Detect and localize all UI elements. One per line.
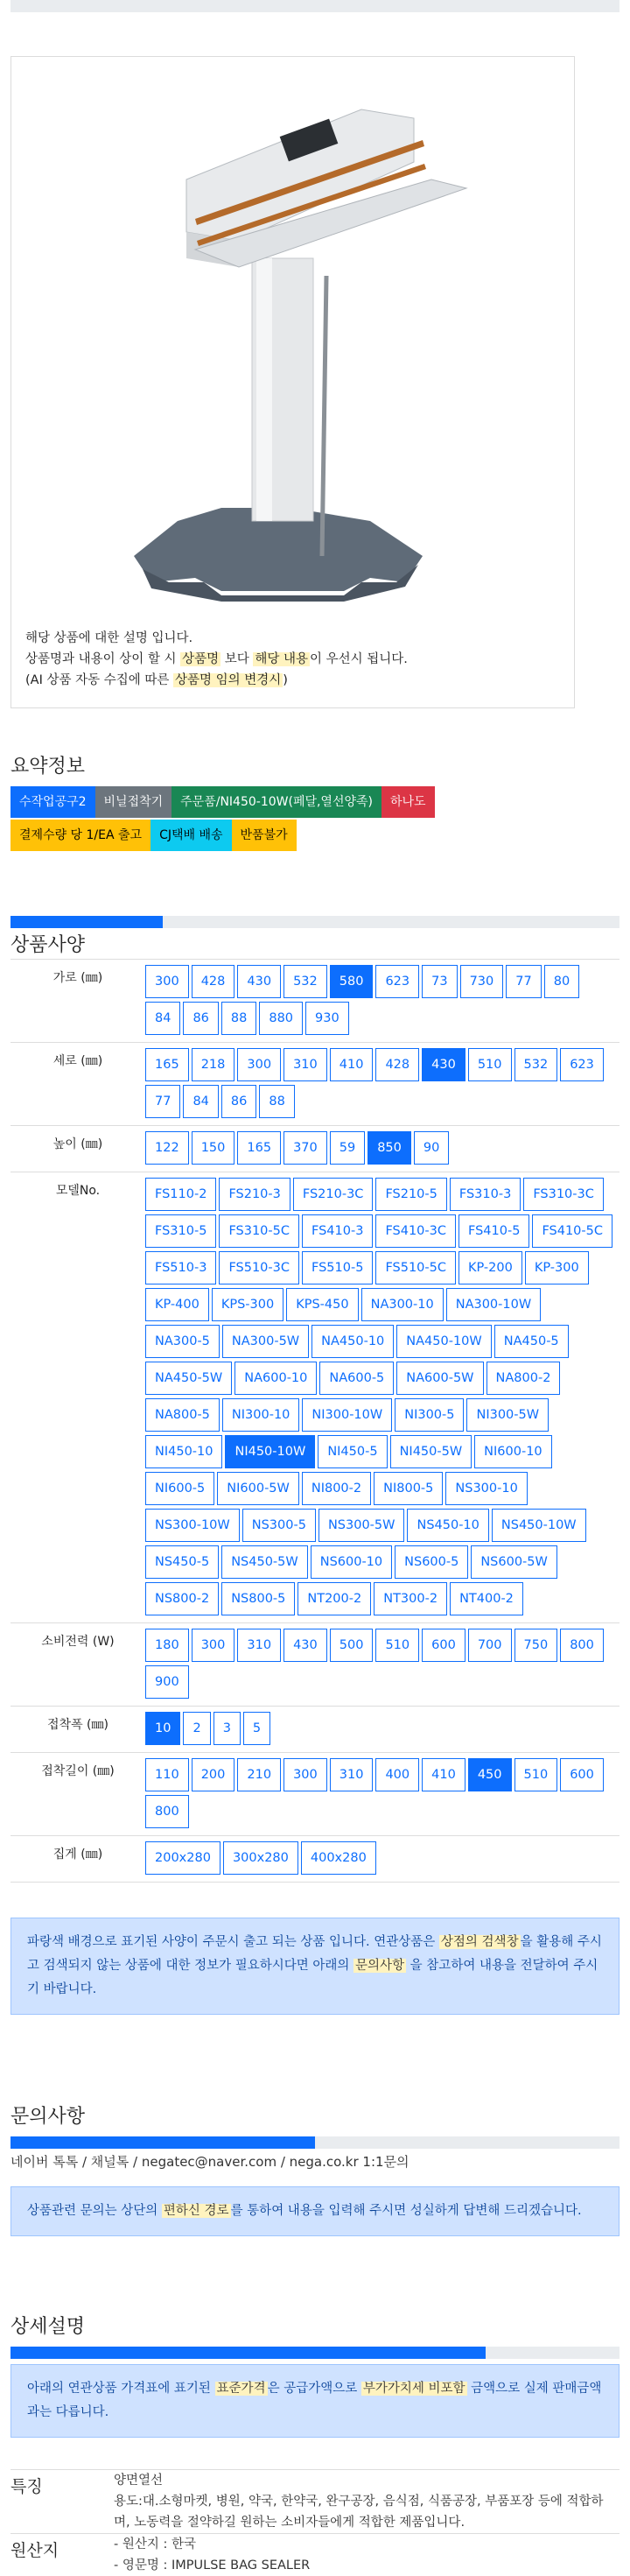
spec-option-button[interactable]: KP-400 bbox=[145, 1288, 209, 1321]
spec-option-button[interactable]: FS210-5 bbox=[375, 1178, 446, 1211]
spec-option-button[interactable]: NA450-10W bbox=[396, 1325, 491, 1358]
specs-progress-bar bbox=[10, 916, 620, 928]
spec-options bbox=[145, 1707, 620, 1752]
summary-tag: 결제수량 당 1/EA 출고 bbox=[10, 820, 150, 851]
spec-row bbox=[10, 1043, 620, 1126]
spec-option-button[interactable]: 400x280 bbox=[301, 1841, 376, 1875]
spec-row bbox=[10, 960, 620, 1043]
spec-option-button[interactable]: NI300-5 bbox=[395, 1398, 464, 1432]
spec-option-button[interactable]: NS800-2 bbox=[145, 1582, 219, 1615]
spec-label: 집게 (㎜) bbox=[52, 1848, 103, 1862]
spec-option-button[interactable]: 300 bbox=[284, 1758, 327, 1791]
spec-option-button[interactable]: 5 bbox=[243, 1712, 270, 1745]
spec-option-button[interactable]: 510 bbox=[468, 1048, 512, 1081]
spec-option-button[interactable]: 430 bbox=[284, 1629, 327, 1662]
description-text: 이 우선시 됩니다. bbox=[310, 652, 408, 666]
spec-option-button[interactable]: 430 bbox=[237, 965, 281, 998]
spec-option-button[interactable]: 428 bbox=[375, 1048, 419, 1081]
spec-option-button[interactable]: 623 bbox=[375, 965, 419, 998]
spec-option-button[interactable]: 150 bbox=[192, 1131, 235, 1165]
spec-option-button[interactable]: FS310-5 bbox=[145, 1214, 216, 1248]
spec-option-button[interactable]: KPS-300 bbox=[212, 1288, 284, 1321]
spec-option-button[interactable]: 930 bbox=[305, 1002, 349, 1035]
spec-option-button[interactable]: FS510-5 bbox=[302, 1251, 373, 1284]
description-text: 상품명과 내용이 상이 할 시 bbox=[25, 652, 181, 666]
spec-options bbox=[145, 1172, 620, 1622]
spec-option-button[interactable]: NA300-5 bbox=[145, 1325, 220, 1358]
highlight-route: 편하신 경로 bbox=[163, 2204, 229, 2218]
spec-option-button[interactable]: NA600-10 bbox=[234, 1362, 317, 1395]
spec-option-button[interactable]: 300 bbox=[192, 1629, 235, 1662]
spec-option-button[interactable]: NI600-10 bbox=[474, 1435, 551, 1468]
detail-title: 상세설명 bbox=[10, 2316, 86, 2338]
spec-option-button[interactable]: 86 bbox=[221, 1085, 256, 1118]
detail-text bbox=[114, 2470, 620, 2533]
spec-option-button[interactable]: 900 bbox=[145, 1665, 189, 1699]
spec-option-button[interactable]: 310 bbox=[330, 1758, 374, 1791]
spec-option-button[interactable]: 750 bbox=[514, 1629, 558, 1662]
spec-option-button[interactable]: 110 bbox=[145, 1758, 189, 1791]
spec-option-button[interactable]: FS410-3 bbox=[302, 1214, 373, 1248]
spec-option-button[interactable]: 86 bbox=[183, 1002, 218, 1035]
spec-option-button[interactable]: FS110-2 bbox=[145, 1178, 216, 1211]
spec-row bbox=[10, 1172, 620, 1623]
spec-option-button[interactable]: FS210-3C bbox=[293, 1178, 374, 1211]
spec-row bbox=[10, 1126, 620, 1172]
spec-options bbox=[145, 1753, 620, 1835]
spec-option-button[interactable]: NI450-5W bbox=[390, 1435, 472, 1468]
notice-text: 은 공급가액으로 bbox=[267, 2382, 361, 2396]
specs-title: 상품사양 bbox=[10, 934, 86, 956]
spec-option-button[interactable]: NT200-2 bbox=[298, 1582, 371, 1615]
specs-notice bbox=[10, 1918, 620, 2015]
notice-text: 을 활용해 주시고 검색되지 않는 상품에 대한 정보가 필요하시다면 아래의 bbox=[27, 1935, 602, 1973]
spec-option-button[interactable]: 165 bbox=[237, 1131, 281, 1165]
summary-tag: 수작업공구2 bbox=[10, 786, 95, 818]
spec-option-button[interactable]: 428 bbox=[192, 965, 235, 998]
spec-option-button[interactable]: NA300-10W bbox=[446, 1288, 541, 1321]
spec-option-button[interactable]: 600 bbox=[422, 1629, 466, 1662]
spec-row bbox=[10, 1707, 620, 1753]
spec-option-button[interactable]: FS510-3C bbox=[219, 1251, 299, 1284]
description-text: ) bbox=[283, 673, 288, 687]
highlight-vat: 부가가치세 비포함 bbox=[362, 2382, 466, 2396]
detail-line: - 원산지 : 한국 bbox=[114, 2537, 196, 2551]
highlight-search: 상점의 검색창 bbox=[440, 1935, 519, 1949]
spec-option-button[interactable]: 300x280 bbox=[223, 1841, 298, 1875]
spec-option-button[interactable]: 400 bbox=[375, 1758, 419, 1791]
spec-option-button[interactable]: NI300-10 bbox=[222, 1398, 299, 1432]
spec-option-button[interactable]: NA300-10 bbox=[361, 1288, 444, 1321]
spec-option-button[interactable]: 10 bbox=[145, 1712, 180, 1745]
spec-option-button[interactable]: NA800-2 bbox=[486, 1362, 561, 1395]
spec-option-button[interactable]: 88 bbox=[259, 1085, 294, 1118]
spec-option-button[interactable]: 850 bbox=[368, 1131, 411, 1165]
spec-option-button[interactable]: 3 bbox=[214, 1712, 241, 1745]
spec-option-button[interactable]: FS310-3C bbox=[523, 1178, 604, 1211]
detail-notice bbox=[10, 2364, 620, 2438]
spec-label: 가로 (㎜) bbox=[52, 971, 103, 985]
spec-option-button[interactable]: 80 bbox=[544, 965, 579, 998]
spec-row bbox=[10, 1836, 620, 1883]
spec-option-button[interactable]: 532 bbox=[284, 965, 327, 998]
spec-label: 접착폭 (㎜) bbox=[47, 1718, 108, 1732]
spec-option-button[interactable]: NA600-5W bbox=[396, 1362, 483, 1395]
spec-option-button[interactable]: NI300-10W bbox=[302, 1398, 392, 1432]
spec-option-button[interactable]: 623 bbox=[560, 1048, 604, 1081]
spec-option-button[interactable]: KP-300 bbox=[525, 1251, 589, 1284]
summary-tags-row-1 bbox=[10, 786, 435, 818]
spec-option-button[interactable]: 580 bbox=[330, 965, 374, 998]
spec-option-button[interactable]: NS300-5W bbox=[318, 1509, 405, 1542]
spec-option-button[interactable]: 84 bbox=[145, 1002, 180, 1035]
product-image-box bbox=[10, 56, 575, 708]
spec-option-button[interactable]: NA450-5W bbox=[145, 1362, 232, 1395]
notice-text: 파랑색 배경으로 표기된 사양이 주문시 출고 되는 상품 입니다. 연관상품은 bbox=[27, 1935, 439, 1949]
summary-tag: 반품불가 bbox=[232, 820, 297, 851]
notice-text: 금액으로 실제 판매금액과는 다릅니다. bbox=[27, 2382, 602, 2419]
spec-option-button[interactable]: 730 bbox=[460, 965, 504, 998]
spec-option-button[interactable]: NS600-10 bbox=[311, 1545, 392, 1579]
spec-option-button[interactable]: NS450-10 bbox=[407, 1509, 488, 1542]
summary-tag: 하나도 bbox=[382, 786, 435, 818]
spec-option-button[interactable]: NI800-2 bbox=[302, 1472, 371, 1505]
detail-line: 양면열선 bbox=[114, 2474, 164, 2488]
inquiry-progress-bar bbox=[10, 2136, 620, 2149]
spec-option-button[interactable]: NI450-10 bbox=[145, 1435, 222, 1468]
notice-text: 아래의 연관상품 가격표에 표기된 bbox=[27, 2382, 215, 2396]
spec-option-button[interactable]: NA450-5 bbox=[494, 1325, 569, 1358]
spec-row bbox=[10, 1623, 620, 1707]
spec-option-button[interactable]: NI600-5 bbox=[145, 1472, 214, 1505]
spec-option-button[interactable]: 800 bbox=[145, 1795, 189, 1828]
spec-option-button[interactable]: 370 bbox=[284, 1131, 327, 1165]
notice-text: 를 통하여 내용을 입력해 주시면 성실하게 답변해 드리겠습니다. bbox=[230, 2204, 582, 2218]
spec-option-button[interactable]: NI450-10W bbox=[225, 1435, 315, 1468]
detail-row-features bbox=[10, 2469, 620, 2533]
description-text: 보다 bbox=[220, 652, 254, 666]
spec-option-button[interactable]: 800 bbox=[560, 1629, 604, 1662]
summary-tags-row-2 bbox=[10, 820, 297, 851]
summary-tag: 주문품/NI450-10W(페달,열선양족) bbox=[172, 786, 382, 818]
spec-option-button[interactable]: 84 bbox=[183, 1085, 218, 1118]
spec-option-button[interactable]: FS410-3C bbox=[375, 1214, 456, 1248]
inquiry-title: 문의사항 bbox=[10, 2106, 86, 2128]
spec-option-button[interactable]: 880 bbox=[259, 1002, 303, 1035]
spec-option-button[interactable]: 90 bbox=[414, 1131, 449, 1165]
spec-options bbox=[145, 1043, 620, 1125]
detail-label: 특징 bbox=[10, 2477, 43, 2496]
notice-text: 을 참고하여 내용을 전달하여 주시기 바랍니다. bbox=[27, 1959, 598, 1996]
spec-option-button[interactable]: NI300-5W bbox=[466, 1398, 549, 1432]
spec-option-button[interactable]: NA800-5 bbox=[145, 1398, 220, 1432]
detail-line: - 영문명 : IMPULSE BAG SEALER bbox=[114, 2558, 311, 2572]
spec-option-button[interactable]: 77 bbox=[145, 1085, 180, 1118]
spec-option-button[interactable]: FS310-5C bbox=[219, 1214, 299, 1248]
spec-option-button[interactable]: FS510-5C bbox=[375, 1251, 456, 1284]
spec-option-button[interactable]: 500 bbox=[330, 1629, 374, 1662]
spec-option-button[interactable]: NS600-5 bbox=[395, 1545, 468, 1579]
highlight-content: 해당 내용 bbox=[255, 652, 309, 666]
spec-option-button[interactable]: 200x280 bbox=[145, 1841, 220, 1875]
spec-option-button[interactable]: FS210-3 bbox=[219, 1178, 290, 1211]
spec-option-button[interactable]: NS800-5 bbox=[221, 1582, 295, 1615]
spec-option-button[interactable]: NS600-5W bbox=[471, 1545, 557, 1579]
spec-option-button[interactable]: NA450-10 bbox=[312, 1325, 394, 1358]
highlight-name-change: 상품명 임의 변경시 bbox=[174, 673, 282, 687]
product-description bbox=[25, 628, 408, 691]
spec-option-button[interactable]: 300 bbox=[237, 1048, 281, 1081]
spec-option-button[interactable]: NI800-5 bbox=[374, 1472, 443, 1505]
inquiry-notice bbox=[10, 2186, 620, 2236]
spec-label: 모델No. bbox=[55, 1184, 101, 1198]
spec-option-button[interactable]: NS450-5 bbox=[145, 1545, 219, 1579]
spec-option-button[interactable]: 410 bbox=[330, 1048, 374, 1081]
spec-option-button[interactable]: FS310-3 bbox=[450, 1178, 521, 1211]
description-line-3 bbox=[25, 670, 408, 691]
contact-info: 네이버 톡톡 / 채널톡 / negatec@naver.com / nega.co.kr 1:1문의 bbox=[10, 2154, 410, 2170]
description-line-2 bbox=[25, 649, 408, 670]
summary-tag: 비닐접착기 bbox=[95, 786, 172, 818]
spec-option-button[interactable]: NS300-10W bbox=[145, 1509, 240, 1542]
spec-options bbox=[145, 1836, 620, 1882]
spec-options bbox=[145, 1623, 620, 1706]
spec-option-button[interactable]: 300 bbox=[145, 965, 189, 998]
spec-option-button[interactable]: NT300-2 bbox=[374, 1582, 447, 1615]
summary-title: 요약정보 bbox=[10, 756, 86, 778]
spec-option-button[interactable]: 310 bbox=[284, 1048, 327, 1081]
spec-option-button[interactable]: 88 bbox=[221, 1002, 256, 1035]
product-image bbox=[81, 66, 493, 626]
top-bar bbox=[10, 0, 620, 12]
spec-option-button[interactable]: 122 bbox=[145, 1131, 189, 1165]
detail-label: 원산지 bbox=[10, 2541, 60, 2560]
spec-option-button[interactable]: FS410-5C bbox=[532, 1214, 612, 1248]
spec-option-button[interactable]: 2 bbox=[183, 1712, 210, 1745]
spec-options bbox=[145, 1126, 620, 1172]
spec-label: 접착길이 (㎜) bbox=[41, 1764, 115, 1778]
spec-option-button[interactable]: FS410-5 bbox=[458, 1214, 529, 1248]
spec-option-button[interactable]: NS450-10W bbox=[492, 1509, 586, 1542]
spec-option-button[interactable]: 532 bbox=[514, 1048, 558, 1081]
spec-option-button[interactable]: NS450-5W bbox=[221, 1545, 308, 1579]
spec-option-button[interactable]: 510 bbox=[514, 1758, 558, 1791]
spec-option-button[interactable]: NA600-5 bbox=[319, 1362, 394, 1395]
spec-label: 세로 (㎜) bbox=[52, 1054, 103, 1068]
spec-option-button[interactable]: 600 bbox=[560, 1758, 604, 1791]
spec-option-button[interactable]: NI600-5W bbox=[217, 1472, 299, 1505]
spec-option-button[interactable]: NI450-5 bbox=[318, 1435, 387, 1468]
spec-option-button[interactable]: NS300-5 bbox=[242, 1509, 316, 1542]
spec-option-button[interactable]: 165 bbox=[145, 1048, 189, 1081]
spec-row bbox=[10, 1753, 620, 1836]
spec-option-button[interactable]: 73 bbox=[422, 965, 457, 998]
spec-option-button[interactable]: KPS-450 bbox=[286, 1288, 358, 1321]
description-text: (AI 상품 자동 수집에 따른 bbox=[25, 673, 173, 687]
spec-option-button[interactable]: 450 bbox=[468, 1758, 512, 1791]
highlight-standard-price: 표준가격 bbox=[216, 2382, 266, 2396]
spec-option-button[interactable]: 700 bbox=[468, 1629, 512, 1662]
spec-option-button[interactable]: FS510-3 bbox=[145, 1251, 216, 1284]
specs-progress-fill bbox=[10, 916, 163, 928]
spec-option-button[interactable]: 310 bbox=[237, 1629, 281, 1662]
spec-option-button[interactable]: NS300-10 bbox=[445, 1472, 527, 1505]
spec-option-button[interactable]: 77 bbox=[506, 965, 541, 998]
spec-label: 소비전력 (W) bbox=[41, 1635, 115, 1649]
spec-option-button[interactable]: KP-200 bbox=[458, 1251, 522, 1284]
spec-option-button[interactable]: NA300-5W bbox=[222, 1325, 309, 1358]
spec-option-button[interactable]: NT400-2 bbox=[450, 1582, 523, 1615]
summary-tag: CJ택배 배송 bbox=[150, 820, 231, 851]
inquiry-progress-fill bbox=[10, 2136, 315, 2149]
description-line-1: 해당 상품에 대한 설명 입니다. bbox=[25, 631, 193, 645]
spec-option-button[interactable]: 430 bbox=[422, 1048, 466, 1081]
spec-table bbox=[10, 959, 620, 1883]
spec-option-button[interactable]: 180 bbox=[145, 1629, 189, 1662]
spec-option-button[interactable]: 510 bbox=[375, 1629, 419, 1662]
spec-option-button[interactable]: 200 bbox=[192, 1758, 235, 1791]
highlight-product-name: 상품명 bbox=[182, 652, 220, 666]
detail-line: 용도:대.소형마켓, 병원, 약국, 한약국, 완구공장, 음식점, 식품공장, 부품포장 등에 적합하며, 노동력을 절약하길 원하는 소비자들에게 적합한 제품입니다. bbox=[114, 2495, 604, 2530]
spec-option-button[interactable]: 59 bbox=[330, 1131, 365, 1165]
detail-progress-bar bbox=[10, 2347, 620, 2359]
detail-progress-fill bbox=[10, 2347, 486, 2359]
spec-options bbox=[145, 960, 620, 1042]
spec-option-button[interactable]: 218 bbox=[192, 1048, 235, 1081]
highlight-inquiry: 문의사항 bbox=[355, 1959, 405, 1973]
spec-option-button[interactable]: 210 bbox=[237, 1758, 281, 1791]
spec-option-button[interactable]: 410 bbox=[422, 1758, 466, 1791]
notice-text: 상품관련 문의는 상단의 bbox=[27, 2204, 162, 2218]
spec-label: 높이 (㎜) bbox=[52, 1137, 103, 1151]
